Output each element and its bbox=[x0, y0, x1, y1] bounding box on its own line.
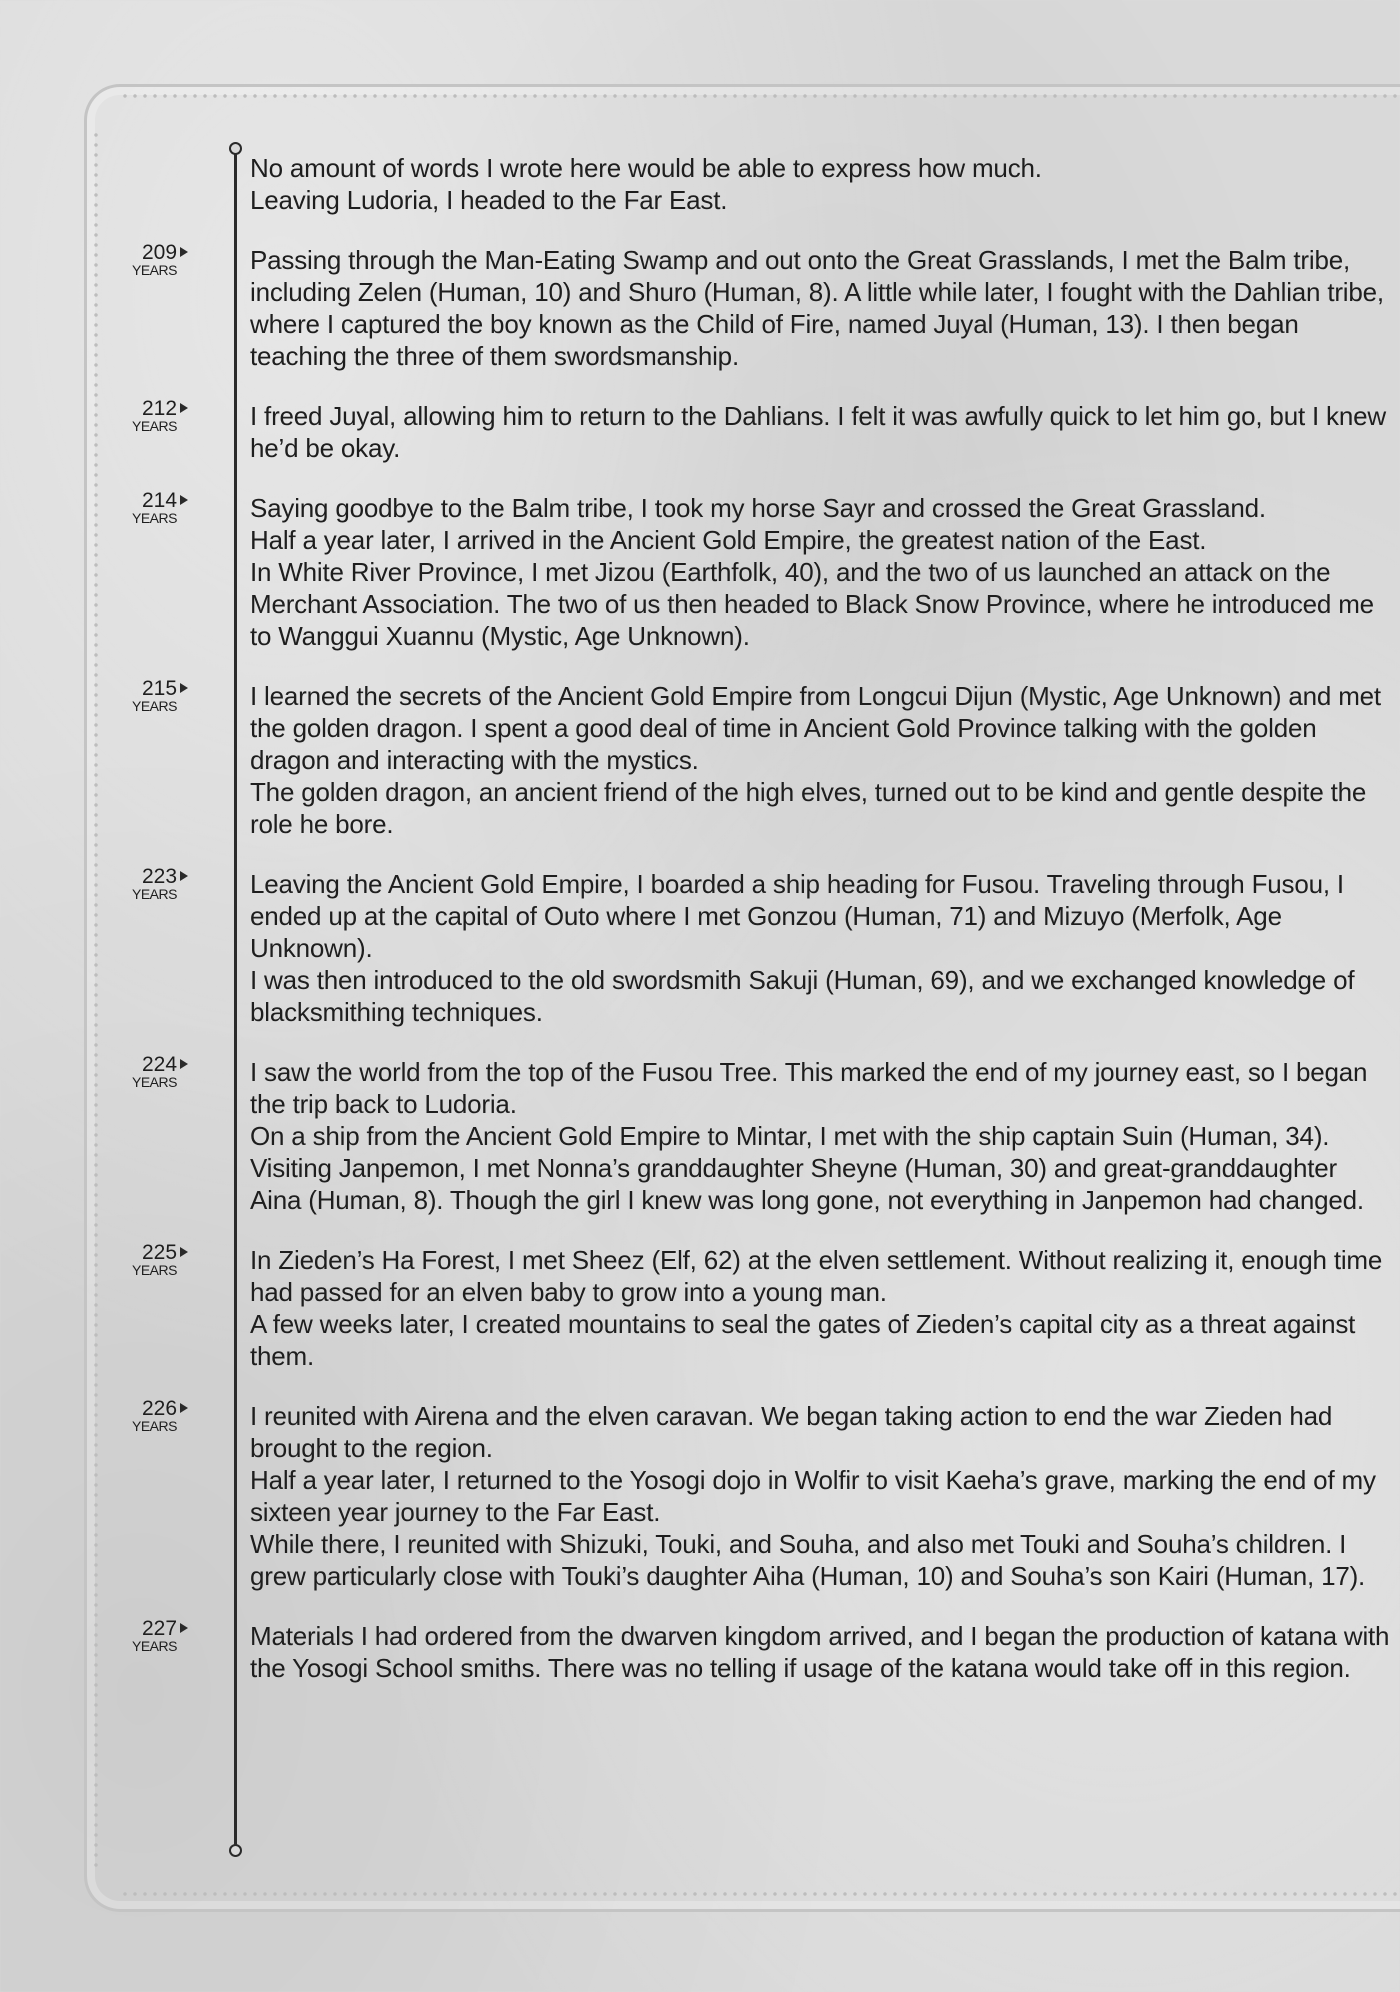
frame-dotted-border-top bbox=[120, 94, 1400, 98]
year-marker bbox=[132, 1398, 212, 1432]
entry-paragraph: A few weeks later, I created mountains to seal the gates of Zieden’s capital city as a threat against them. bbox=[250, 1309, 1356, 1371]
year-marker bbox=[132, 398, 212, 432]
timeline-entry bbox=[0, 1241, 1400, 1372]
entry-text bbox=[250, 492, 1390, 652]
entry-paragraph: Materials I had ordered from the dwarven kingdom arrived, and I began the production of katana with the Yosogi School smiths. There was no telling if usage of the katana would take off in this region. bbox=[250, 1621, 1390, 1683]
year-marker bbox=[132, 678, 212, 712]
entry-paragraph: I freed Juyal, allowing him to return to the Dahlians. I felt it was awfully quick to let him go, but I knew he’d be okay. bbox=[250, 401, 1386, 463]
year-unit-label: YEARS bbox=[132, 418, 177, 434]
year-unit-label: YEARS bbox=[132, 510, 177, 526]
entry-text bbox=[250, 868, 1390, 1028]
entry-text bbox=[250, 1620, 1390, 1684]
entry-text bbox=[250, 1244, 1390, 1372]
year-marker bbox=[132, 866, 212, 900]
triangle-right-icon bbox=[180, 871, 188, 881]
triangle-right-icon bbox=[180, 1247, 188, 1257]
year-number: 224 bbox=[142, 1053, 178, 1076]
entry-paragraph: In Zieden’s Ha Forest, I met Sheez (Elf, 62) at the elven settlement. Without realizing it, enough time had passed for an elven baby to grow into a young man. bbox=[250, 1245, 1383, 1307]
year-unit-label: YEARS bbox=[132, 886, 177, 902]
timeline-entry bbox=[0, 489, 1400, 652]
timeline-entry bbox=[0, 865, 1400, 1028]
timeline-entry bbox=[0, 241, 1400, 372]
year-number: 215 bbox=[142, 677, 178, 700]
year-number: 226 bbox=[142, 1397, 178, 1420]
year-marker bbox=[132, 242, 212, 276]
year-unit-label: YEARS bbox=[132, 698, 177, 714]
entry-paragraph: Visiting Janpemon, I met Nonna’s granddaughter Sheyne (Human, 30) and great-granddaughter Aina (Human, 8). Though the girl I knew was long gone, not everything in Janpemon had changed. bbox=[250, 1153, 1364, 1215]
entry-paragraph: Half a year later, I arrived in the Ancient Gold Empire, the greatest nation of the East. bbox=[250, 525, 1207, 555]
timeline-entry bbox=[0, 1617, 1400, 1684]
timeline-entry bbox=[0, 152, 1400, 216]
frame-dotted-border-bottom bbox=[120, 1892, 1400, 1896]
triangle-right-icon bbox=[180, 1059, 188, 1069]
entry-text bbox=[250, 400, 1390, 464]
entry-text bbox=[250, 244, 1390, 372]
year-number: 223 bbox=[142, 865, 178, 888]
triangle-right-icon bbox=[180, 495, 188, 505]
entry-paragraph: On a ship from the Ancient Gold Empire to Mintar, I met with the ship captain Suin (Human, 34). bbox=[250, 1121, 1330, 1151]
year-number: 212 bbox=[142, 397, 178, 420]
entry-paragraph: Half a year later, I returned to the Yosogi dojo in Wolfir to visit Kaeha’s grave, marking the end of my sixteen year journey to the Far East. bbox=[250, 1465, 1376, 1527]
year-marker bbox=[132, 1618, 212, 1652]
timeline-entry bbox=[0, 1397, 1400, 1592]
year-number: 225 bbox=[142, 1241, 178, 1264]
entry-text bbox=[250, 1056, 1390, 1216]
timeline-entry bbox=[0, 677, 1400, 840]
entry-paragraph: The golden dragon, an ancient friend of the high elves, turned out to be kind and gentle despite the role he bore. bbox=[250, 777, 1367, 839]
year-unit-label: YEARS bbox=[132, 1262, 177, 1278]
timeline-end-marker bbox=[229, 1844, 242, 1857]
year-number: 209 bbox=[142, 241, 178, 264]
entry-paragraph: Saying goodbye to the Balm tribe, I took my horse Sayr and crossed the Great Grassland. bbox=[250, 493, 1266, 523]
year-marker bbox=[132, 490, 212, 524]
year-unit-label: YEARS bbox=[132, 1074, 177, 1090]
entry-text bbox=[250, 1400, 1390, 1592]
entry-paragraph: While there, I reunited with Shizuki, Touki, and Souha, and also met Touki and Souha’s children. I grew particularly close with Touki’s daughter Aiha (Human, 10) and Souha’s son Kairi (Human, 17). bbox=[250, 1529, 1366, 1591]
triangle-right-icon bbox=[180, 683, 188, 693]
year-unit-label: YEARS bbox=[132, 262, 177, 278]
entry-text bbox=[250, 680, 1390, 840]
year-unit-label: YEARS bbox=[132, 1418, 177, 1434]
entry-paragraph: Passing through the Man-Eating Swamp and out onto the Great Grasslands, I met the Balm tribe, including Zelen (Human, 10) and Shuro (Human, 8). A little while later, I fought with the Dahlian tribe, where I captured the boy known as the Child of Fire, named Juyal (Human, 13). I then began teaching the three of them swordsmanship. bbox=[250, 245, 1384, 371]
entry-paragraph: I was then introduced to the old swordsmith Sakuji (Human, 69), and we exchanged knowledge of blacksmithing techniques. bbox=[250, 965, 1355, 1027]
year-number: 214 bbox=[142, 489, 178, 512]
entry-paragraph: I reunited with Airena and the elven caravan. We began taking action to end the war Zieden had brought to the region. bbox=[250, 1401, 1333, 1463]
entry-paragraph: In White River Province, I met Jizou (Earthfolk, 40), and the two of us launched an attack on the Merchant Association. The two of us then headed to Black Snow Province, where he introduced me to Wanggui Xuannu (Mystic, Age Unknown). bbox=[250, 557, 1374, 651]
entry-paragraph: No amount of words I wrote here would be able to express how much. bbox=[250, 153, 1042, 183]
year-unit-label: YEARS bbox=[132, 1638, 177, 1654]
entry-paragraph: Leaving Ludoria, I headed to the Far East. bbox=[250, 185, 728, 215]
year-marker bbox=[132, 1242, 212, 1276]
year-number: 227 bbox=[142, 1617, 178, 1640]
timeline-entry bbox=[0, 397, 1400, 464]
entry-text bbox=[250, 152, 1390, 216]
entry-paragraph: I saw the world from the top of the Fusou Tree. This marked the end of my journey east, so I began the trip back to Ludoria. bbox=[250, 1057, 1368, 1119]
entry-paragraph: Leaving the Ancient Gold Empire, I boarded a ship heading for Fusou. Traveling through Fusou, I ended up at the capital of Outo where I met Gonzou (Human, 71) and Mizuyo (Merfolk, Age Unknown). bbox=[250, 869, 1344, 963]
entry-paragraph: I learned the secrets of the Ancient Gold Empire from Longcui Dijun (Mystic, Age Unknown) and met the golden dragon. I spent a good deal of time in Ancient Gold Province talking with the golden dragon and interacting with the mystics. bbox=[250, 681, 1381, 775]
triangle-right-icon bbox=[180, 247, 188, 257]
timeline-entry bbox=[0, 1053, 1400, 1216]
triangle-right-icon bbox=[180, 1623, 188, 1633]
timeline-entries bbox=[0, 152, 1400, 1712]
triangle-right-icon bbox=[180, 1403, 188, 1413]
year-marker bbox=[132, 1054, 212, 1088]
triangle-right-icon bbox=[180, 403, 188, 413]
